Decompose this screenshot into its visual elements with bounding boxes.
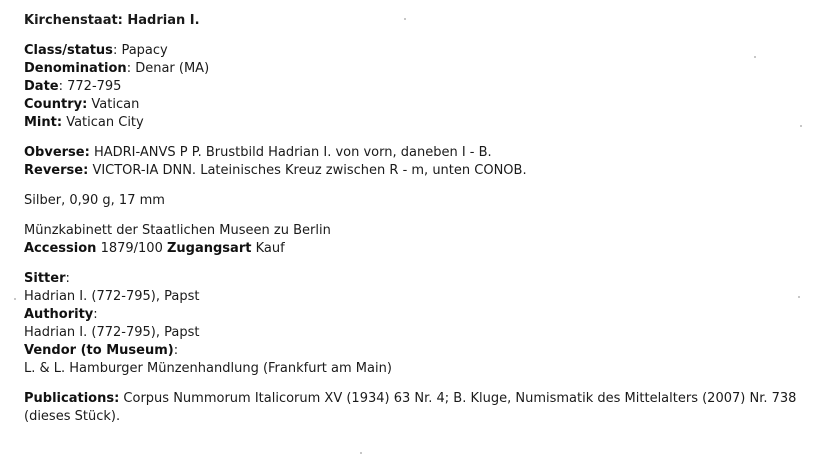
scan-speck — [800, 125, 802, 127]
publications-row — [24, 390, 809, 426]
obverse-label: Obverse: — [24, 145, 90, 160]
country-row — [24, 96, 809, 114]
obverse-row — [24, 144, 809, 162]
accession-row — [24, 240, 809, 258]
denomination-value: Denar (MA) — [135, 61, 210, 76]
mint-value: Vatican City — [66, 115, 144, 130]
obverse-value: HADRI-ANVS P P. Brustbild Hadrian I. von vorn, daneben I - B. — [93, 145, 492, 160]
sitter-label-row: Sitter: — [24, 271, 70, 286]
zugangsart-label: Zugangsart — [166, 241, 252, 256]
date-value: 772-795 — [67, 79, 122, 94]
class-status-label: Class/status — [24, 43, 113, 58]
accession-label: Accession — [24, 241, 97, 256]
scan-speck — [798, 296, 800, 298]
record-title: Kirchenstaat: Hadrian I. — [24, 13, 200, 28]
date-row: Date: 772-795 — [24, 79, 122, 94]
vendor-label: Vendor (to Museum) — [24, 343, 174, 358]
class-status-row: Class/status: Papacy — [24, 43, 168, 58]
authority-label-row: Authority: — [24, 307, 98, 322]
publications-label: Publications: — [24, 391, 120, 406]
vendor-label-row: Vendor (to Museum): — [24, 343, 179, 358]
description-section — [24, 144, 809, 180]
class-status-value: Papacy — [121, 43, 168, 58]
accession-value: 1879/100 — [100, 241, 163, 256]
sitter-label: Sitter — [24, 271, 66, 286]
country-label: Country: — [24, 97, 88, 112]
authority-label: Authority — [24, 307, 94, 322]
publications-value: Corpus Nummorum Italicorum XV (1934) 63 Nr. 4; B. Kluge, Numismatik des Mittelalters (2007) Nr. 738 (dieses Stück). — [24, 391, 797, 424]
basic-section — [24, 42, 809, 132]
sitter-value: Hadrian I. (772-795), Papst — [24, 289, 200, 304]
denomination-label: Denomination — [24, 61, 127, 76]
scan-speck — [360, 452, 362, 454]
institution-name: Münzkabinett der Staatlichen Museen zu Berlin — [24, 223, 331, 238]
vendor-value: L. & L. Hamburger Münzenhandlung (Frankfurt am Main) — [24, 361, 392, 376]
country-value: Vatican — [91, 97, 140, 112]
coin-record — [24, 12, 809, 426]
zugangsart-value: Kauf — [255, 241, 285, 256]
physical-description: Silber, 0,90 g, 17 mm — [24, 193, 165, 208]
mint-label: Mint: — [24, 115, 63, 130]
denomination-row: Denomination: Denar (MA) — [24, 61, 210, 76]
mint-row — [24, 114, 809, 132]
scan-speck — [404, 18, 406, 20]
holding-section — [24, 222, 809, 258]
scan-speck — [14, 298, 16, 300]
date-label: Date — [24, 79, 59, 94]
reverse-value: VICTOR-IA DNN. Lateinisches Kreuz zwischen R - m, unten CONOB. — [92, 163, 527, 178]
people-section — [24, 270, 809, 378]
authority-value: Hadrian I. (772-795), Papst — [24, 325, 200, 340]
reverse-label: Reverse: — [24, 163, 89, 178]
reverse-row — [24, 162, 809, 180]
scan-speck — [754, 56, 756, 58]
